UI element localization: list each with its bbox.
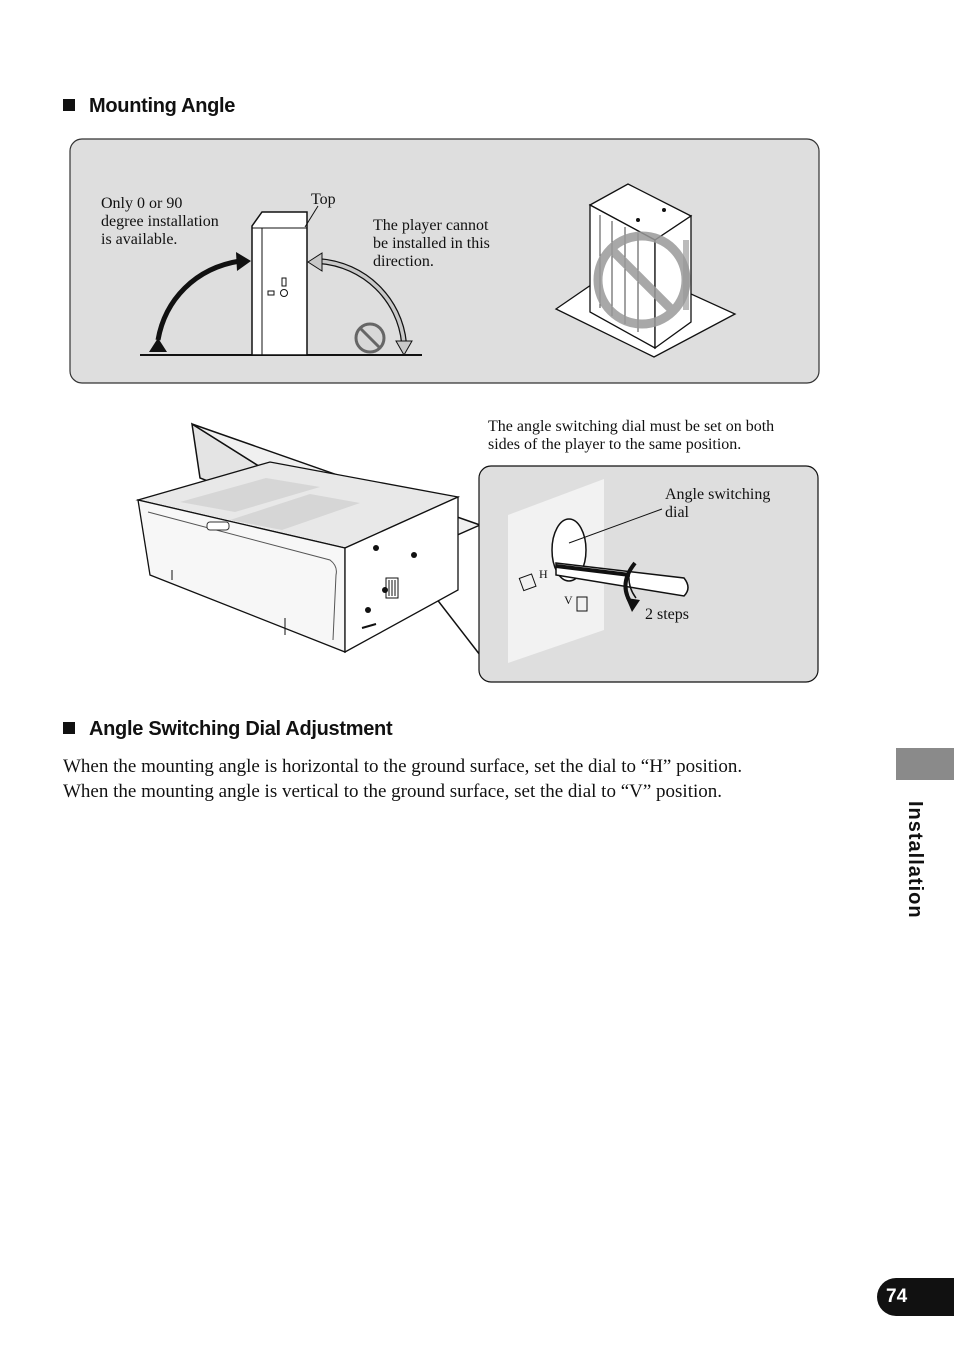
player-vertical-drawing (252, 212, 307, 355)
paragraph-horizontal: When the mounting angle is horizontal to the ground surface, set the dial to “H” position. (63, 756, 743, 777)
dial-label-h: H (539, 567, 548, 581)
caption-dial-note: The angle switching dial must be set on both sides of the player to the same position. (488, 418, 775, 453)
caption-cannot-install: The player cannot be installed in this direction. (373, 217, 490, 270)
side-tab-label: Installation (904, 801, 926, 919)
section-side-tab (896, 748, 954, 780)
page-number: 74 (877, 1278, 954, 1316)
dial-label-v: V (564, 593, 573, 607)
angle-dial-figure (0, 400, 954, 700)
section-heading-dial-adjustment (63, 718, 392, 741)
paragraph-vertical: When the mounting angle is vertical to the ground surface, set the dial to “V” position. (63, 781, 723, 802)
prohibited-small-icon (356, 324, 384, 352)
section-title: Angle Switching Dial Adjustment (89, 718, 393, 740)
bullet-square-icon (63, 722, 75, 734)
section-title: Mounting Angle (89, 95, 236, 117)
caption-two-steps: 2 steps (645, 606, 689, 623)
caption-top: Top (311, 191, 336, 208)
caption-angle-switching-dial: Angle switching dial (665, 486, 771, 521)
player-unit-drawing (138, 462, 458, 652)
caption-allowed-angles: Only 0 or 90 degree installation is available. (101, 195, 219, 248)
